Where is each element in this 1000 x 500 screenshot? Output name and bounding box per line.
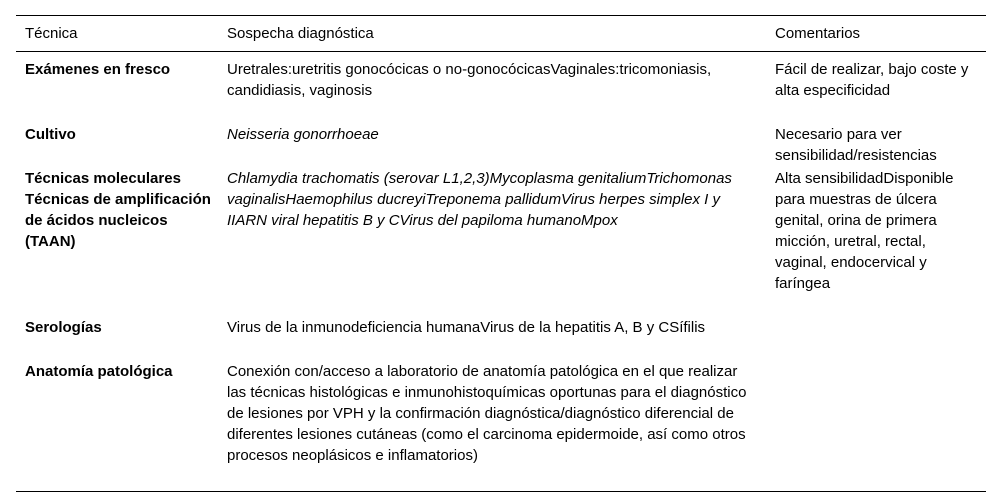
- table-row: [16, 124, 986, 168]
- header-comentarios: Comentarios: [775, 25, 861, 42]
- row-sospecha: Virus de la inmunodeficiencia humanaVirus de la hepatitis A, B y CSífilis: [227, 319, 706, 336]
- table-row: [16, 361, 986, 491]
- row-tecnica: Cultivo: [25, 126, 76, 143]
- bottom-rule: [16, 491, 986, 492]
- row-sospecha: Neisseria gonorrhoeae: [227, 126, 379, 143]
- row-tecnica: Anatomía patológica: [25, 363, 173, 380]
- row-comentarios: Fácil de realizar, bajo coste y alta especificidad: [775, 61, 969, 99]
- row-comentarios: Alta sensibilidadDisponible para muestras de úlcera genital, orina de primera micción, uretral, rectal, vaginal, endocervical y faríngea: [775, 170, 954, 292]
- row-sospecha: Conexión con/acceso a laboratorio de anatomía patológica en el que realizar las técnicas histológicas e inmunohistoquímicas oportunas para el diagnóstico de lesiones por VPH y la confirmación diagnóstica/diagnóstico diferencial de diferentes lesiones cutáneas (como el carcinoma epidermoide, así como otros procesos neoplásicos e inflamatorios): [227, 363, 747, 464]
- table-row: [16, 317, 986, 361]
- row-sospecha: Uretrales:uretritis gonocócicas o no-gonocócicasVaginales:tricomoniasis, candidiasis, vaginosis: [227, 61, 712, 99]
- diagnostic-techniques-table: [16, 15, 986, 492]
- row-comentarios: Necesario para ver sensibilidad/resistencias: [775, 126, 937, 164]
- row-tecnica: Técnicas moleculares Técnicas de amplificación de ácidos nucleicos (TAAN): [25, 170, 211, 250]
- header-row: [16, 16, 986, 51]
- row-tecnica: Exámenes en fresco: [25, 61, 171, 78]
- row-comentarios: [766, 317, 986, 361]
- row-comentarios: [766, 361, 986, 491]
- row-sospecha: Chlamydia trachomatis (serovar L1,2,3)Mycoplasma genitaliumTrichomonas vaginalisHaemophilus ducreyiTreponema pallidumVirus herpes simplex I y IIARN viral hepatitis B y CVirus del papiloma humanoMpox: [227, 170, 732, 229]
- header-sospecha: Sospecha diagnóstica: [227, 25, 374, 42]
- row-tecnica: Serologías: [25, 319, 102, 336]
- table-row: [16, 52, 986, 124]
- header-tecnica: Técnica: [25, 25, 78, 42]
- table-row: [16, 168, 986, 317]
